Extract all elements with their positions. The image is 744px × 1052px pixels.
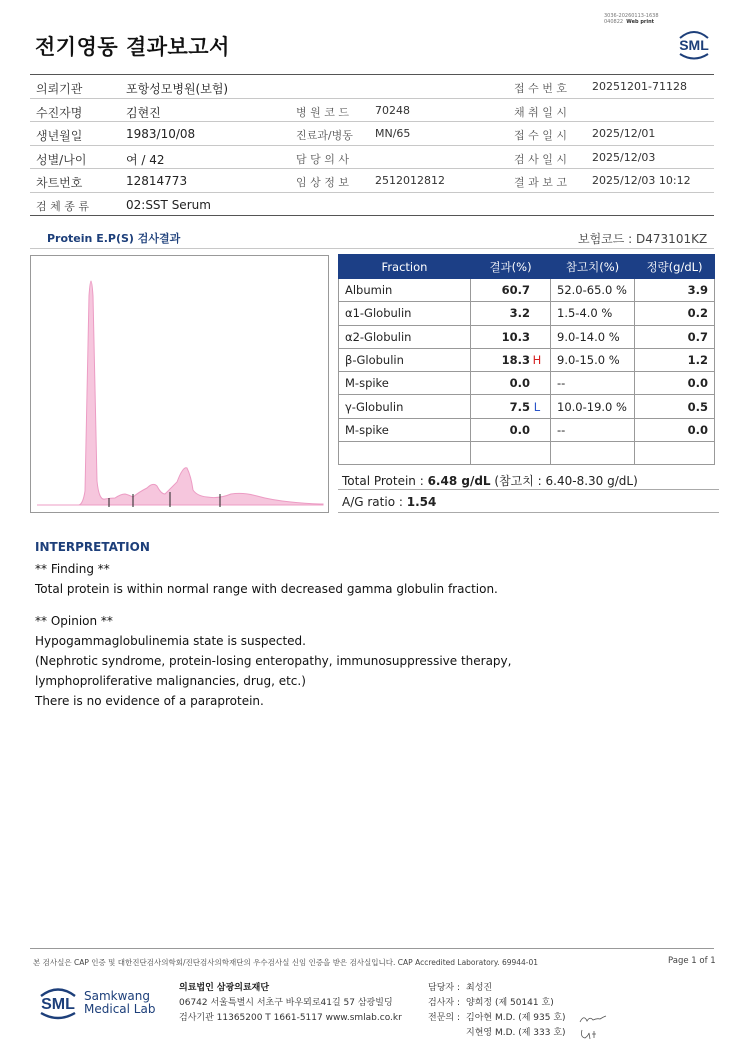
info-label: 의뢰기관 (36, 82, 83, 96)
opinion-line: Hypogammaglobulinemia state is suspected. (35, 634, 306, 648)
table-row (339, 325, 715, 348)
quantity-value: 1.2 (635, 348, 715, 371)
info-value: 1983/10/08 (126, 127, 196, 141)
fraction-name: Albumin (339, 279, 471, 302)
finding-heading: ** Finding ** (35, 562, 110, 576)
table-row (339, 302, 715, 325)
reference-range: 9.0-14.0 % (551, 325, 635, 348)
info-label: 임 상 정 보 (296, 176, 349, 189)
result-value: 3.2 (471, 302, 551, 325)
signature-1 (578, 1012, 608, 1026)
result-value: 7.5 L (471, 395, 551, 418)
reference-range: 1.5-4.0 % (551, 302, 635, 325)
fraction-name: M-spike (339, 372, 471, 395)
quantity-value: 0.0 (635, 372, 715, 395)
sml-logo (36, 984, 80, 1022)
info-value: 20251201-71128 (592, 80, 687, 93)
quantity-value (635, 442, 715, 465)
info-label: 채 취 일 시 (514, 105, 567, 119)
fraction-name: α1-Globulin (339, 302, 471, 325)
info-value: 70248 (375, 103, 410, 117)
fraction-name: γ-Globulin (339, 395, 471, 418)
reference-range: -- (551, 372, 635, 395)
info-row (30, 99, 714, 123)
info-row (30, 193, 714, 217)
table-row (339, 372, 715, 395)
result-value (471, 442, 551, 465)
info-label: 담 당 의 사 (296, 152, 349, 166)
print-code: 3036-20260113-1638 040822 Web print (604, 13, 659, 25)
info-value: 여 / 42 (126, 152, 165, 167)
divider (30, 948, 714, 949)
svg-text:SML: SML (679, 37, 709, 53)
results-table (338, 254, 715, 465)
info-value: 2025/12/03 (592, 150, 656, 164)
fraction-name: α2-Globulin (339, 325, 471, 348)
section-title: Protein E.P(S) 검사결과 (47, 232, 181, 245)
interpretation (35, 537, 511, 711)
reference-range: 9.0-15.0 % (551, 348, 635, 371)
header-reference: 참고치(%) (551, 255, 635, 279)
fraction-name: M-spike (339, 418, 471, 441)
electrophoresis-graph (30, 255, 329, 513)
quantity-value: 0.2 (635, 302, 715, 325)
info-label: 성별/나이 (36, 152, 87, 167)
info-value: MN/65 (375, 127, 411, 140)
fraction-name (339, 442, 471, 465)
result-value: 0.0 (471, 372, 551, 395)
staff-list: 담당자 : 최성진 검사자 : 양희정 (제 50141 호) 전문의 : 김아현 M.D. (제 935 호) 지현영 M.D. (제 333 호) (428, 983, 566, 1038)
info-value: 2512012812 (375, 174, 445, 187)
info-label: 차트번호 (36, 176, 83, 190)
info-row (30, 122, 714, 146)
divider (30, 248, 714, 249)
reference-range: -- (551, 418, 635, 441)
info-label: 검 사 일 시 (514, 152, 567, 166)
info-value: 2025/12/03 10:12 (592, 174, 691, 187)
result-flag: L (533, 399, 541, 414)
info-value: 02:SST Serum (126, 197, 211, 212)
patient-info-table (30, 74, 714, 216)
organization-info: 의료법인 삼광의료재단 06742 서울특별시 서초구 바우뫼로41길 57 삼광빌딩 검사기관 11365200 T 1661-5117 www.smlab.co.kr (179, 983, 402, 1023)
result-value: 18.3 H (471, 348, 551, 371)
info-label: 진료과/병동 (296, 129, 353, 142)
brand-name: Samkwang Medical Lab (84, 989, 156, 1016)
signature-2 (578, 1027, 608, 1041)
reference-range: 52.0-65.0 % (551, 279, 635, 302)
opinion-heading: ** Opinion ** (35, 614, 113, 628)
info-label: 결 과 보 고 (514, 176, 567, 189)
info-value: 김현진 (126, 105, 161, 120)
reference-range: 10.0-19.0 % (551, 395, 635, 418)
page-title: 전기영동 결과보고서 (35, 35, 230, 59)
opinion-line: There is no evidence of a paraprotein. (35, 694, 264, 708)
info-value: 2025/12/01 (592, 127, 656, 140)
header-fraction: Fraction (339, 255, 471, 279)
sml-logo (674, 27, 714, 63)
opinion-line: lymphoproliferative malignancies, drug, etc.) (35, 674, 306, 688)
page-number: Page 1 of 1 (668, 956, 716, 966)
info-label: 검 체 종 류 (36, 199, 89, 213)
reference-range (551, 442, 635, 465)
table-row (339, 418, 715, 441)
result-value: 0.0 (471, 418, 551, 441)
quantity-value: 0.5 (635, 395, 715, 418)
quantity-value: 0.7 (635, 325, 715, 348)
result-flag: H (532, 353, 542, 368)
opinion-line: (Nephrotic syndrome, protein-losing enteropathy, immunosuppressive therapy, (35, 654, 512, 668)
svg-text:SML: SML (41, 996, 75, 1013)
table-row (339, 442, 715, 465)
info-label: 접 수 일 시 (514, 129, 567, 142)
info-label: 병 원 코 드 (296, 105, 349, 119)
ag-ratio: A/G ratio : 1.54 (338, 492, 719, 513)
result-value: 60.7 (471, 279, 551, 302)
accreditation-note: 본 검사실은 CAP 인증 및 대한진단검사의학회/진단검사의학재단의 우수검사실 신임 인증을 받은 검사실입니다. CAP Accredited Laboratory. 69944-01 (33, 958, 539, 967)
fraction-name: β-Globulin (339, 348, 471, 371)
table-row (339, 348, 715, 371)
info-label: 접 수 번 호 (514, 82, 567, 95)
table-row (339, 279, 715, 302)
info-label: 수진자명 (36, 105, 83, 120)
info-row (30, 169, 714, 193)
quantity-value: 3.9 (635, 279, 715, 302)
finding-text: Total protein is within normal range with decreased gamma globulin fraction. (35, 582, 498, 596)
header-quantity: 정량(g/dL) (635, 255, 715, 279)
info-label: 생년월일 (36, 129, 83, 143)
info-value: 포항성모병원(보험) (126, 82, 229, 96)
electrophoresis-curve (31, 256, 328, 512)
header-result: 결과(%) (471, 255, 551, 279)
info-row (30, 146, 714, 170)
info-value: 12814773 (126, 174, 188, 188)
table-row (339, 395, 715, 418)
insurance-code: 보험코드 : D473101KZ (578, 232, 708, 246)
interpretation-heading: INTERPRETATION (35, 540, 150, 554)
info-row (30, 75, 714, 99)
total-protein: Total Protein : 6.48 g/dL (참고치 : 6.40-8.30 g/dL) (338, 470, 719, 490)
quantity-value: 0.0 (635, 418, 715, 441)
result-value: 10.3 (471, 325, 551, 348)
